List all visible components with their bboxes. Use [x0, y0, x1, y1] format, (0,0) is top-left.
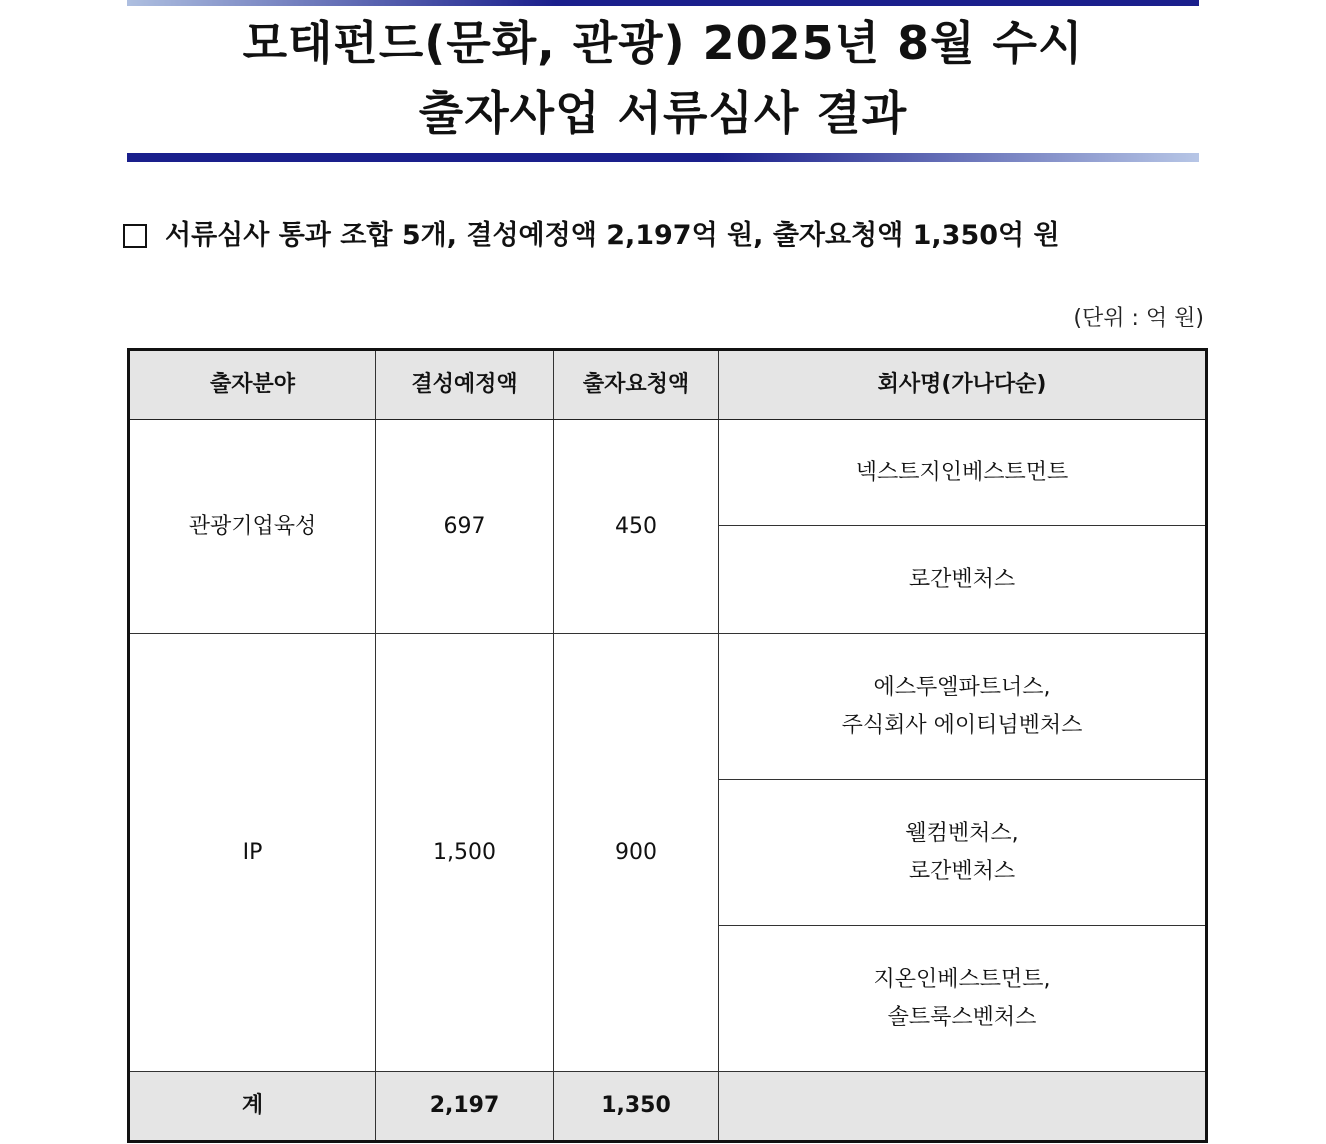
table-total-row	[129, 1072, 1207, 1142]
cell-formation-amount: 1,500	[376, 634, 554, 1072]
cell-field: IP	[129, 634, 376, 1072]
cell-request-amount: 900	[554, 634, 719, 1072]
cell-company	[719, 634, 1207, 780]
header-company: 회사명(가나다순)	[719, 350, 1207, 420]
cell-field: 관광기업육성	[129, 420, 376, 634]
title-bottom-rule	[127, 153, 1199, 162]
table-row	[129, 634, 1207, 780]
page-title-line-2: 출자사업 서류심사 결과	[418, 86, 908, 140]
cell-company	[719, 526, 1207, 634]
unit-note: (단위 : 억 원)	[1073, 306, 1204, 331]
company-name: 주식회사 에이티넘벤처스	[841, 712, 1083, 738]
header-formation-amount: 결성예정액	[376, 350, 554, 420]
company-name: 지온인베스트먼트,	[873, 966, 1051, 992]
cell-company	[719, 420, 1207, 526]
cell-company	[719, 780, 1207, 926]
table-header-row	[129, 350, 1207, 420]
header-request-amount: 출자요청액	[554, 350, 719, 420]
company-name: 솔트룩스벤처스	[887, 1004, 1037, 1030]
company-name: 로간벤처스	[908, 566, 1016, 592]
summary-line	[123, 222, 1213, 249]
company-name: 에스투엘파트너스,	[873, 674, 1051, 700]
cell-formation-amount: 697	[376, 420, 554, 634]
results-table	[127, 348, 1208, 1143]
cell-total-company	[719, 1072, 1207, 1142]
header-field: 출자분야	[129, 350, 376, 420]
table-row	[129, 420, 1207, 526]
title-top-rule	[127, 0, 1199, 6]
cell-company	[719, 926, 1207, 1072]
cell-total-label: 계	[129, 1072, 376, 1142]
cell-total-formation-amount: 2,197	[376, 1072, 554, 1142]
summary-text: 서류심사 통과 조합 5개, 결성예정액 2,197억 원, 출자요청액 1,350억 원	[165, 220, 1060, 251]
company-name: 넥스트지인베스트먼트	[855, 459, 1069, 485]
page-title-line-1: 모태펀드(문화, 관광) 2025년 8월 수시	[242, 16, 1084, 70]
cell-total-request-amount: 1,350	[554, 1072, 719, 1142]
cell-request-amount: 450	[554, 420, 719, 634]
checkbox-bullet-icon	[123, 224, 147, 248]
company-name: 로간벤처스	[908, 858, 1016, 884]
company-name: 웰컴벤처스,	[905, 820, 1019, 846]
